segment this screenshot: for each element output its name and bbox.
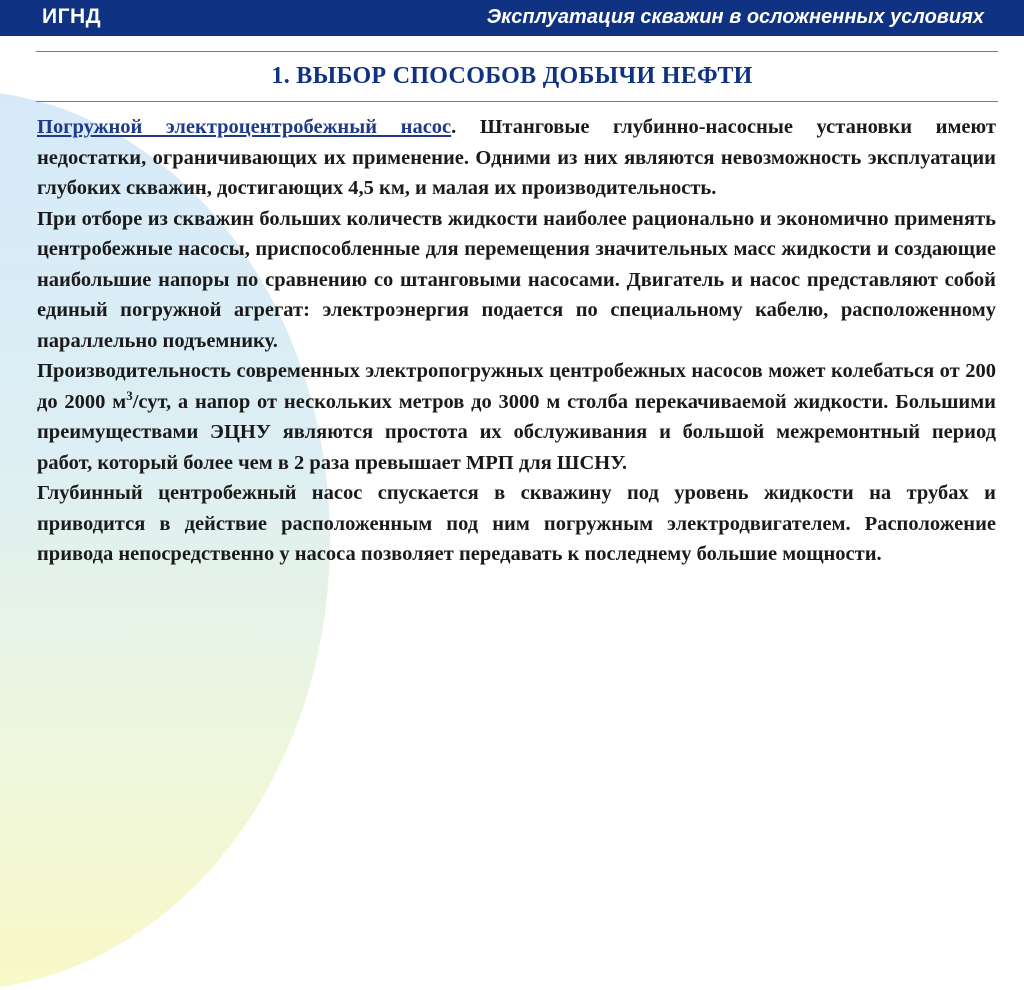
paragraph-1-text: Штанговые глубинно-насосные установки имеют недостатки, ограничивающих их применение. Одними из них являются невозможность эксплуатации глубоких скважин, достигающих 4,5 км, и малая их производительность. [37, 116, 996, 199]
header-org-label: ИГНД [42, 5, 102, 28]
paragraph-3-text-a: Производительность современных электропогружных центробежных насосов может колебаться от 200 до 2000 м [37, 360, 996, 413]
slide-header-bar [0, 0, 1024, 36]
paragraph-3 [37, 356, 996, 478]
paragraph-3-text-b: /сут, а напор от нескольких метров до 3000 м столба перекачиваемой жидкости. Большими преимуществами ЭЦНУ являются простота их обслуживания и большой межремонтный период работ, который более чем в 2 раза превышает МРП для ШСНУ. [37, 390, 996, 474]
paragraph-4: Глубинный центробежный насос спускается в скважину под уровень жидкости на трубах и приводится в действие расположенным под ним погружным электродвигателем. Расположение привода непосредственно у насоса позволяет передавать к последнему большие мощности. [37, 482, 996, 565]
title-bottom-divider [36, 101, 998, 102]
slide-body [37, 112, 996, 570]
term-link[interactable]: Погружной электроцентробежный насос [37, 116, 452, 138]
paragraph-1 [37, 112, 996, 204]
slide-title: 1. ВЫБОР СПОСОБОВ ДОБЫЧИ НЕФТИ [271, 63, 753, 89]
header-course-title: Эксплуатация скважин в осложненных условиях [486, 6, 984, 28]
superscript-3: 3 [126, 387, 133, 403]
paragraph-2: При отборе из скважин больших количеств жидкости наиболее рационально и экономично применять центробежные насосы, приспособленные для перемещения значительных масс жидкости и создающие наибольшие напоры по сравнению со штанговыми насосами. Двигатель и насос представляют собой единый погружной агрегат: электроэнергия подается по специальному кабелю, расположенному параллельно подъемнику. [37, 207, 996, 352]
title-top-divider [36, 51, 998, 52]
term-dot: . [451, 116, 457, 138]
